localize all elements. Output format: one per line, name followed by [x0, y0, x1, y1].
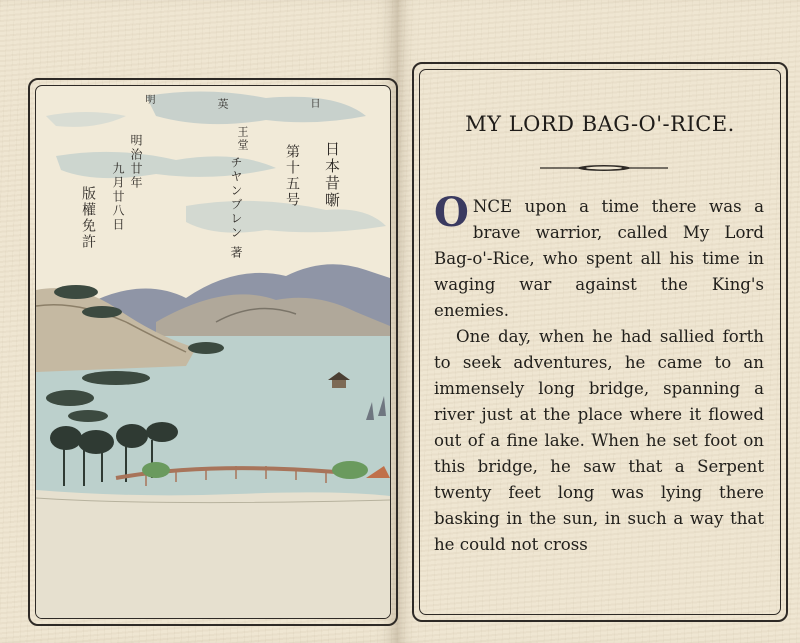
vertical-small-mark: 日: [308, 98, 319, 110]
right-page: [398, 0, 800, 643]
vertical-license: 版權免許: [80, 186, 96, 250]
illustration-frame: [28, 78, 398, 626]
drop-cap: O: [434, 189, 469, 236]
text-panel: [419, 69, 781, 615]
foreground-bank: [36, 490, 390, 618]
cloud-band: [146, 91, 366, 124]
text-frame: [412, 62, 788, 622]
paragraph-1-text: NCE upon a time there was a brave warrior, called My Lord Bag-o'-Rice, who spent all his time in waging war against the King's enemies.: [434, 197, 764, 320]
vertical-small-mark: 王堂: [236, 126, 249, 152]
illustration-panel: [35, 85, 391, 619]
vertical-issue-number: 第十五号: [284, 144, 300, 208]
title-ornament: [540, 164, 668, 172]
story-title: MY LORD BAG-O'-RICE.: [465, 112, 735, 136]
vertical-small-mark: 明: [143, 94, 154, 106]
pavilion: [332, 380, 346, 388]
shrub: [142, 462, 170, 478]
vertical-date-day: 九月廿八日: [111, 162, 125, 232]
paragraph-1: [434, 189, 764, 324]
vertical-author: チヤンブレン 著: [229, 156, 243, 260]
story-body: [434, 189, 764, 558]
vertical-title: 日本昔噺: [323, 141, 341, 209]
shrub: [332, 461, 368, 479]
vertical-date-year: 明治廿年: [129, 134, 143, 190]
vertical-small-mark: 英: [216, 98, 229, 111]
left-page: [0, 0, 398, 643]
paragraph-2: One day, when he had sallied forth to seek adventures, he came to an immensely long bridge, spanning a river just at the place where it flowed out of a fine lake. When he set foot on this bridge, he saw that a Serpent twenty feet long was lying there basking in the sun, in such a way that he could not cross: [434, 327, 764, 554]
cloud-band: [46, 112, 126, 127]
